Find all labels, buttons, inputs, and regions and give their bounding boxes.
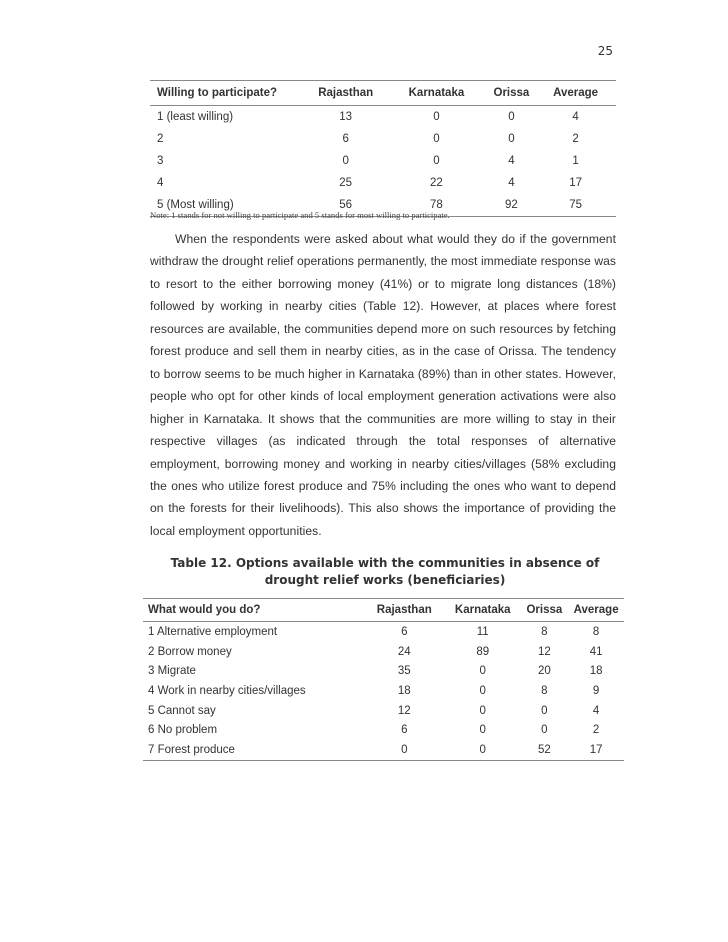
table-row (150, 150, 616, 172)
table-cell: 6 (401, 625, 408, 638)
table-cell: 0 (433, 111, 440, 123)
column-header: Orissa (493, 87, 530, 99)
table-cell: 3 (157, 155, 164, 167)
table-cell: 1 (least willing) (157, 111, 234, 123)
table-cell: 52 (537, 743, 551, 756)
table-note: Note: 1 stands for not willing to participate and 5 stands for most willing to participate. (150, 210, 450, 220)
column-header: Average (573, 604, 619, 616)
column-header: Average (553, 87, 599, 99)
table-cell: 2 (157, 133, 164, 145)
table-cell: 4 Work in nearby cities/villages (148, 684, 306, 697)
table-cell: 18 (589, 665, 603, 678)
table-cell: 7 Forest produce (148, 743, 235, 756)
table-cell: 3 Migrate (148, 665, 196, 678)
table-cell: 5 Cannot say (148, 704, 216, 717)
table-cell: 2 (572, 133, 579, 145)
table-cell: 4 (508, 155, 515, 167)
table-cell: 12 (537, 645, 551, 658)
column-header: Karnataka (408, 87, 465, 99)
table-cell: 4 (508, 177, 515, 189)
table-cell: 25 (339, 177, 353, 189)
table-cell: 35 (397, 665, 411, 678)
table-row (143, 720, 624, 740)
table-row (150, 172, 616, 194)
page-number: 25 (597, 44, 613, 58)
table-cell: 5 (Most willing) (157, 199, 234, 211)
table-cell: 8 (592, 625, 600, 638)
table-cell: 12 (397, 704, 411, 717)
table-cell: 92 (505, 199, 518, 211)
table-cell: 0 (342, 155, 349, 167)
options-table (143, 598, 624, 761)
table-cell: 0 (433, 133, 440, 145)
table-row (143, 740, 624, 760)
table-cell: 18 (397, 684, 411, 697)
table-cell: 24 (397, 645, 411, 658)
table-row (150, 106, 616, 129)
table-row (143, 701, 624, 721)
table-cell: 0 (541, 704, 548, 717)
table-cell: 0 (479, 743, 486, 756)
table-cell: 6 No problem (148, 724, 218, 737)
body-paragraph: When the respondents were asked about what would they do if the government withdraw the drought relief operations permanently, the most immediate response was to resort to the either borrowing money (41%) or to migrate long distances (18%) followed by working in nearby cities (Table 12). However, at places where forest resources are available, the communities depend more on such resources by fetching forest produce and sell them in nearby cities, as in the case of Orissa. The tendency to borrow seems to be much higher in Karnataka (89%) than in other states. However, people who opt for other kinds of local employment generation activations were also higher in Karnataka. It shows that the communities are more willing to stay in their respective villages (as indicated through the total responses of alternative employment, borrowing money and working in nearby cities/villages (58% excluding the ones who utilize forest produce and 75% including the ones who want to depend on the forests for their livelihoods). This also shows the importance of providing the local employment opportunities. (150, 232, 616, 538)
table-cell: 89 (476, 645, 490, 658)
column-header: Karnataka (454, 604, 511, 616)
table-cell: 0 (479, 684, 486, 697)
table-cell: 17 (569, 177, 582, 189)
table-cell: 17 (589, 743, 603, 756)
table-cell: 6 (401, 724, 408, 737)
table-cell: 0 (401, 743, 408, 756)
table-cell: 2 Borrow money (148, 645, 232, 658)
table-cell: 1 (572, 155, 579, 167)
table-cell: 20 (537, 665, 551, 678)
table-cell: 4 (157, 177, 164, 189)
willingness-table (150, 80, 616, 217)
table-cell: 11 (476, 625, 489, 638)
table-cell: 56 (339, 199, 353, 211)
table-cell: 6 (342, 133, 349, 145)
column-header: Rajasthan (376, 604, 432, 616)
table-cell: 22 (430, 177, 443, 189)
table-cell: 0 (508, 111, 515, 123)
table-cell: 8 (541, 625, 548, 638)
table-caption: Table 12. Options available with the communities in absence of drought relief works (beneficiaries) (170, 556, 600, 587)
table-header-row (143, 599, 624, 622)
table-cell: 0 (479, 724, 486, 737)
table-row (150, 128, 616, 150)
column-header: Willing to participate? (157, 87, 278, 99)
table-cell: 0 (433, 155, 440, 167)
column-header: Orissa (526, 604, 563, 616)
table-cell: 1 Alternative employment (148, 625, 278, 638)
column-header: Rajasthan (318, 87, 374, 99)
table-cell: 13 (339, 111, 353, 123)
table-cell: 41 (589, 645, 603, 658)
table-cell: 0 (479, 665, 486, 678)
table-cell: 4 (572, 111, 579, 123)
table-cell: 0 (541, 724, 548, 737)
table-cell: 9 (592, 684, 600, 697)
table-cell: 4 (592, 704, 600, 717)
table-cell: 78 (430, 199, 443, 211)
table-header-row (150, 81, 616, 106)
table-row (143, 661, 624, 681)
table-row (143, 642, 624, 662)
table-cell: 0 (508, 133, 515, 145)
table-row (143, 681, 624, 701)
table-cell: 8 (541, 684, 548, 697)
table-row (143, 622, 624, 642)
table-cell: 2 (592, 724, 600, 737)
table-cell: 75 (569, 199, 582, 211)
table-cell: 0 (479, 704, 486, 717)
column-header: What would you do? (148, 604, 261, 616)
